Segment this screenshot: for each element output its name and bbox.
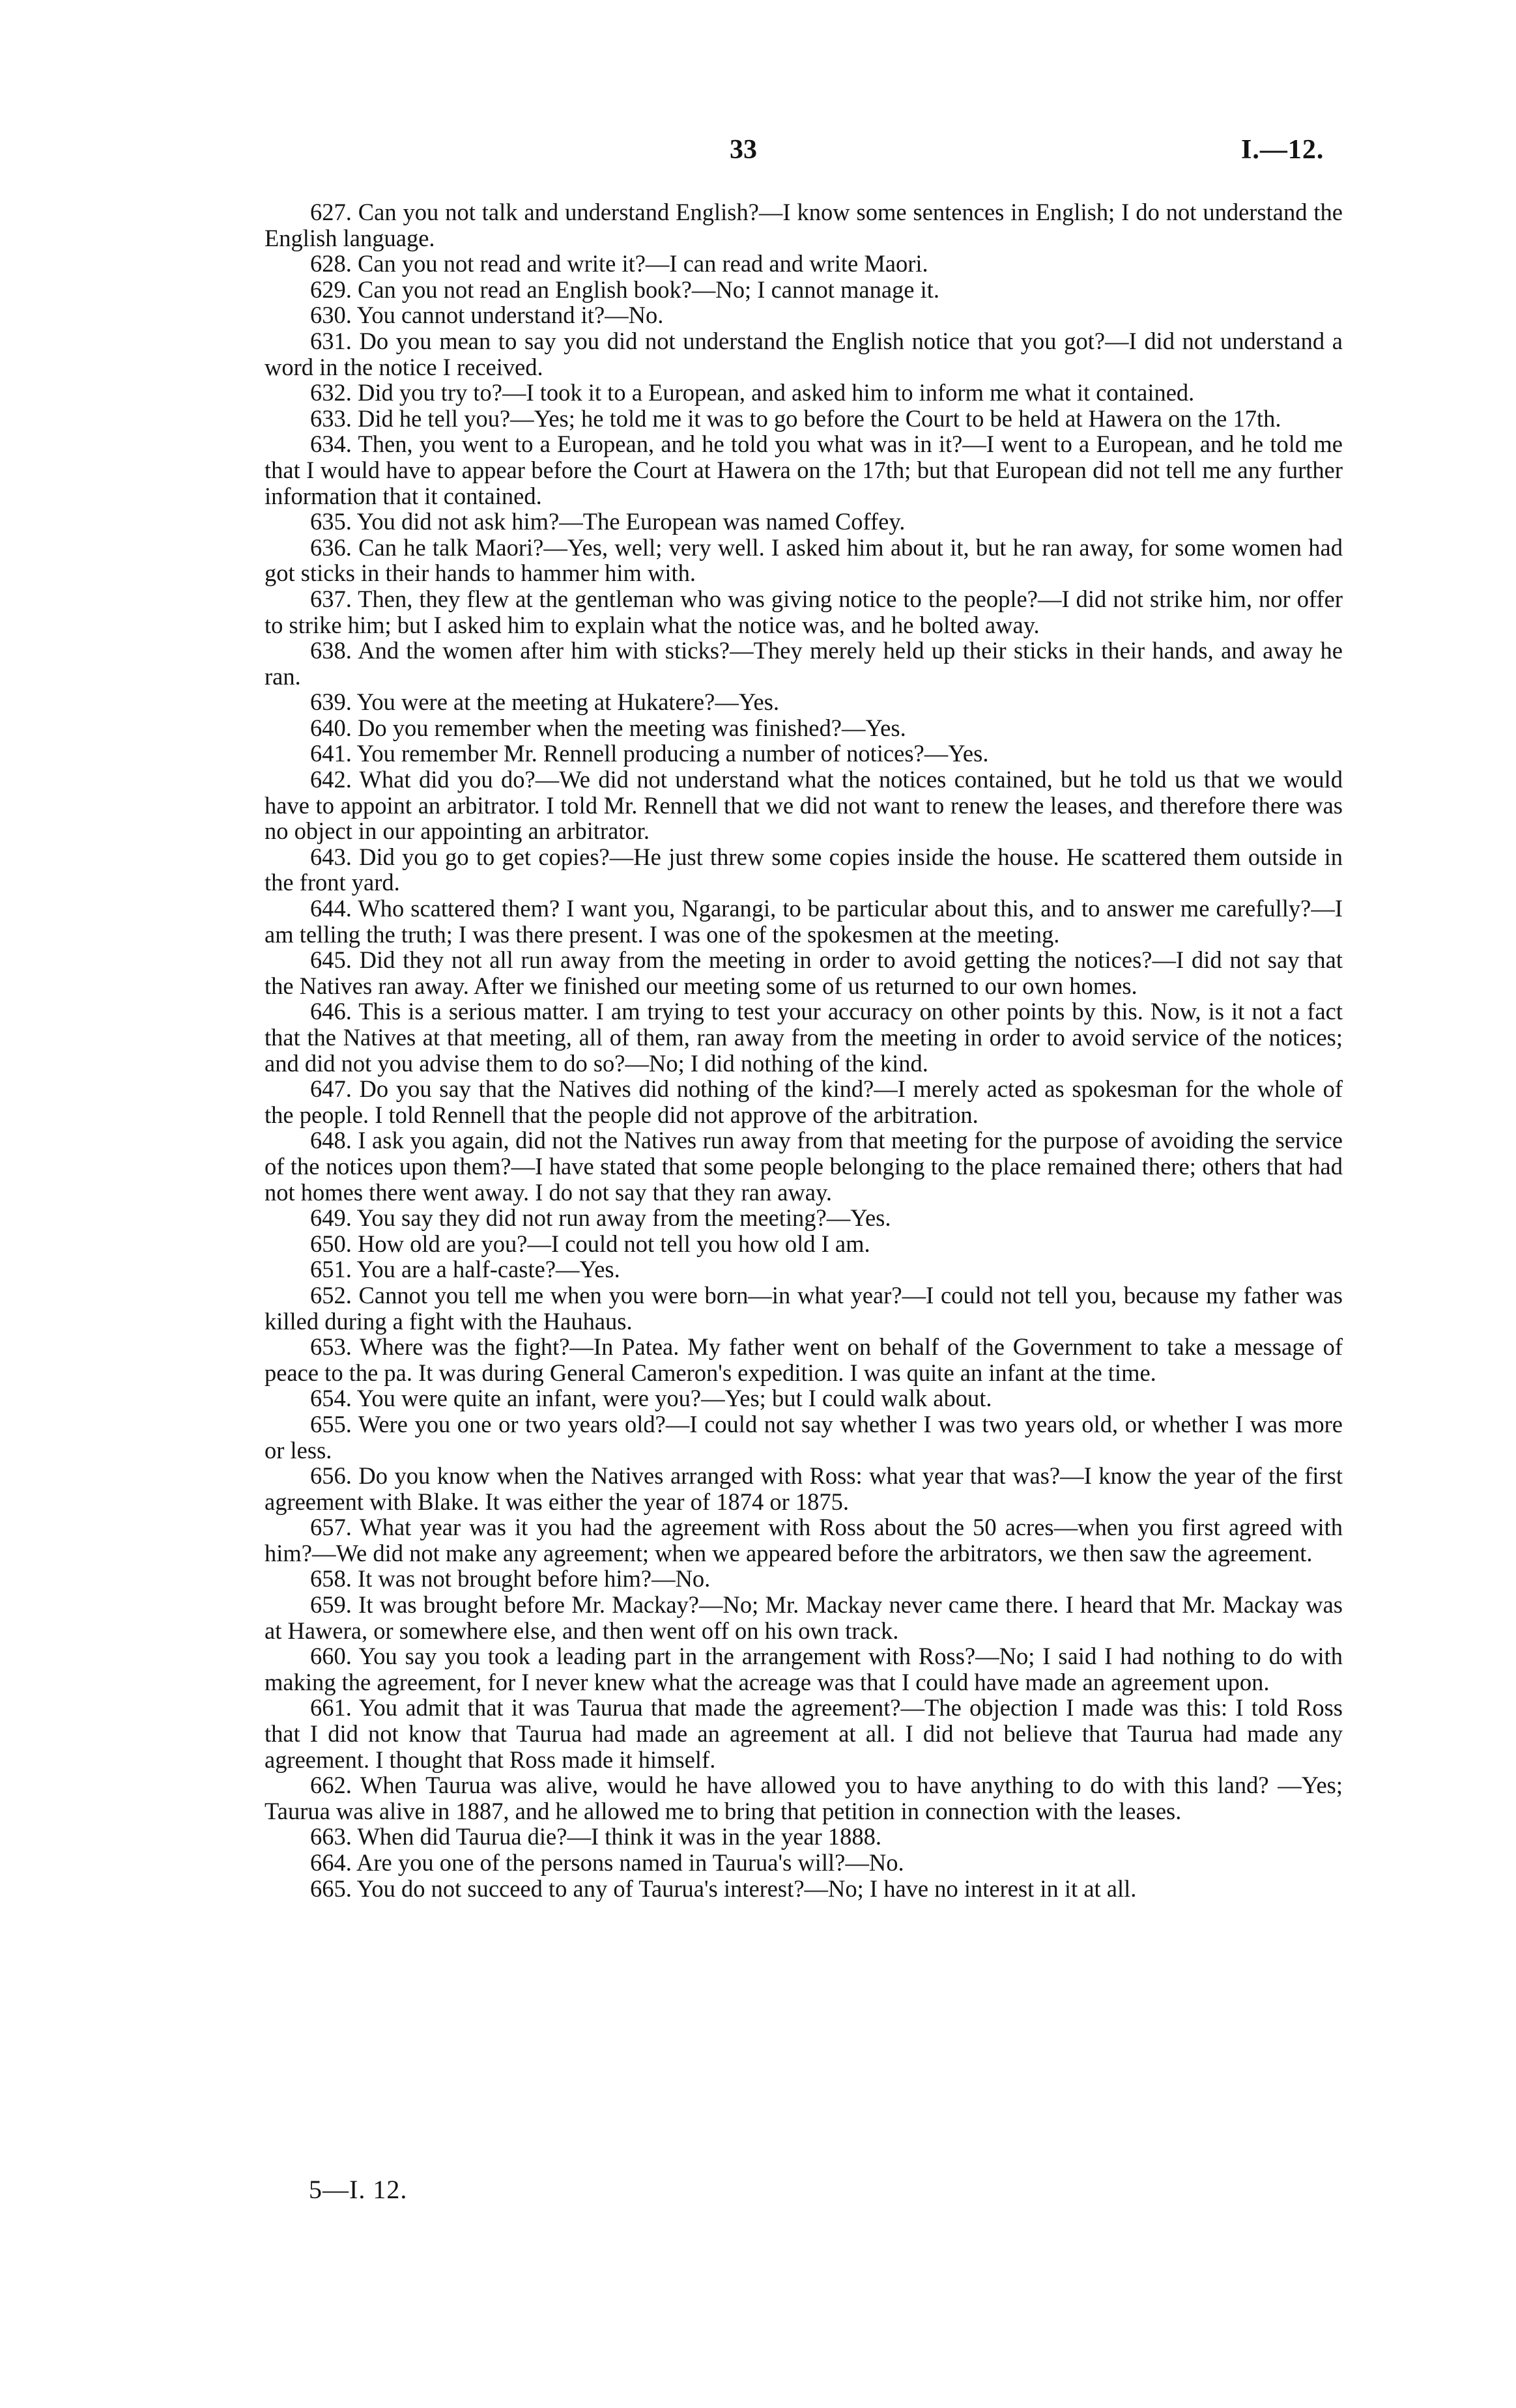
question-644: 644. Who scattered them? I want you, Ngarangi, to be particular about this, and to answer me carefully?—I am telling the truth; I was there present. I was one of the spokesmen at the meeting. xyxy=(265,895,1343,948)
question-635: 635. You did not ask him?—The European was named Coffey. xyxy=(310,508,906,535)
question-652: 652. Cannot you tell me when you were born—in what year?—I could not tell you, because my father was killed during a fight with the Hauhaus. xyxy=(265,1281,1343,1335)
question-636: 636. Can he talk Maori?—Yes, well; very well. I asked him about it, but he ran away, for some women had got sticks in their hands to hammer him with. xyxy=(265,533,1343,587)
question-663: 663. When did Taurua die?—I think it was in the year 1888. xyxy=(310,1823,881,1850)
printer-signature: 5—I. 12. xyxy=(309,2175,408,2204)
question-633: 633. Did he tell you?—Yes; he told me it was to go before the Court to be held at Hawera on the 17th. xyxy=(310,404,1281,432)
question-665: 665. You do not succeed to any of Taurua's interest?—No; I have no interest in it at all. xyxy=(310,1875,1137,1902)
question-630: 630. You cannot understand it?—No. xyxy=(310,302,664,329)
question-650: 650. How old are you?—I could not tell you how old I am. xyxy=(310,1230,870,1257)
question-660: 660. You say you took a leading part in the arrangement with Ross?—No; I said I had nothing to do with making the agreement, for I never knew what the acreage was that I could have made an agreement upon. xyxy=(265,1643,1343,1695)
question-649: 649. You say they did not run away from the meeting?—Yes. xyxy=(310,1204,891,1232)
question-653: 653. Where was the fight?—In Patea. My father went on behalf of the Government to take a message of peace to the pa. It was during General Cameron's expedition. I was quite an infant at the time. xyxy=(265,1333,1343,1386)
question-656: 656. Do you know when the Natives arranged with Ross: what year that was?—I know the year of the first agreement with Blake. It was either the year of 1874 or 1875. xyxy=(265,1462,1343,1515)
question-655: 655. Were you one or two years old?—I could not say whether I was two years old, or whether I was more or less. xyxy=(265,1410,1343,1464)
question-631: 631. Do you mean to say you did not understand the English notice that you got?—I did not understand a word in the notice I received. xyxy=(265,327,1343,380)
question-627: 627. Can you not talk and understand English?—I know some sentences in English; I do not understand the English language. xyxy=(265,199,1343,251)
question-638: 638. And the women after him with sticks?—They merely held up their sticks in their hands, and away he ran. xyxy=(265,637,1343,690)
question-634: 634. Then, you went to a European, and he told you what was in it?—I went to a European, and he told me that I would have to appear before the Court at Hawera on the 17th; but that European did not tell me any further information that it contained. xyxy=(265,431,1343,509)
question-637: 637. Then, they flew at the gentleman who was giving notice to the people?—I did not strike him, nor offer to strike him; but I asked him to explain what the notice was, and he bolted away. xyxy=(265,585,1343,638)
question-646: 646. This is a serious matter. I am trying to test your accuracy on other points by this. Now, is it not a fact that the Natives at that meeting, all of them, ran away from the meeting in order to avoid service of the notices; and did not you advise them to do so?—No; I did nothing of the kind. xyxy=(265,998,1343,1077)
question-628: 628. Can you not read and write it?—I can read and write Maori. xyxy=(310,250,928,277)
question-641: 641. You remember Mr. Rennell producing a number of notices?—Yes. xyxy=(310,740,989,767)
question-645: 645. Did they not all run away from the meeting in order to avoid getting the notices?—I did not say that the Natives ran away. After we finished our meeting some of us returned to our own homes. xyxy=(265,946,1343,999)
question-648: 648. I ask you again, did not the Natives run away from that meeting for the purpose of avoiding the service of the notices upon them?—I have stated that some people belonging to the place remained there; others that had not homes there went away. I do not say that they ran away. xyxy=(265,1127,1343,1206)
question-659: 659. It was brought before Mr. Mackay?—No; Mr. Mackay never came there. I heard that Mr. Mackay was at Hawera, or somewhere else, and then went off on his own track. xyxy=(265,1591,1343,1644)
page-number: 33 xyxy=(730,135,757,165)
question-642: 642. What did you do?—We did not understand what the notices contained, but he told us that we would have to appoint an arbitrator. I told Mr. Rennell that we did not want to renew the leases, and therefore there was no object in our appointing an arbitrator. xyxy=(265,766,1343,845)
question-632: 632. Did you try to?—I took it to a European, and asked him to inform me what it contained. xyxy=(310,379,1195,406)
question-657: 657. What year was it you had the agreement with Ross about the 50 acres—when you first agreed with him?—We did not make any agreement; when we appeared before the arbitrators, we then saw the agreement. xyxy=(265,1514,1343,1566)
question-639: 639. You were at the meeting at Hukatere?—Yes. xyxy=(310,688,780,716)
question-640: 640. Do you remember when the meeting was finished?—Yes. xyxy=(310,714,906,741)
question-658: 658. It was not brought before him?—No. xyxy=(310,1565,711,1593)
question-629: 629. Can you not read an English book?—No; I cannot manage it. xyxy=(310,276,940,303)
document-reference: I.—12. xyxy=(1241,135,1324,165)
question-647: 647. Do you say that the Natives did nothing of the kind?—I merely acted as spokesman for the whole of the people. I told Rennell that the people did not approve of the arbitration. xyxy=(265,1075,1343,1128)
question-654: 654. You were quite an infant, were you?—Yes; but I could walk about. xyxy=(310,1385,992,1412)
question-664: 664. Are you one of the persons named in Taurua's will?—No. xyxy=(310,1849,904,1876)
question-661: 661. You admit that it was Taurua that made the agreement?—The objection I made was this: I told Ross that I did not know that Taurua had made an agreement at all. I did not believe that Taurua had made any agreement. I thought that Ross made it himself. xyxy=(265,1694,1343,1773)
testimony-body xyxy=(265,199,1343,1901)
question-643: 643. Did you go to get copies?—He just threw some copies inside the house. He scattered them outside in the front yard. xyxy=(265,843,1343,896)
question-662: 662. When Taurua was alive, would he have allowed you to have anything to do with this land? —Yes; Taurua was alive in 1887, and he allowed me to bring that petition in connection with the leases. xyxy=(265,1772,1343,1824)
question-651: 651. You are a half-caste?—Yes. xyxy=(310,1256,620,1283)
